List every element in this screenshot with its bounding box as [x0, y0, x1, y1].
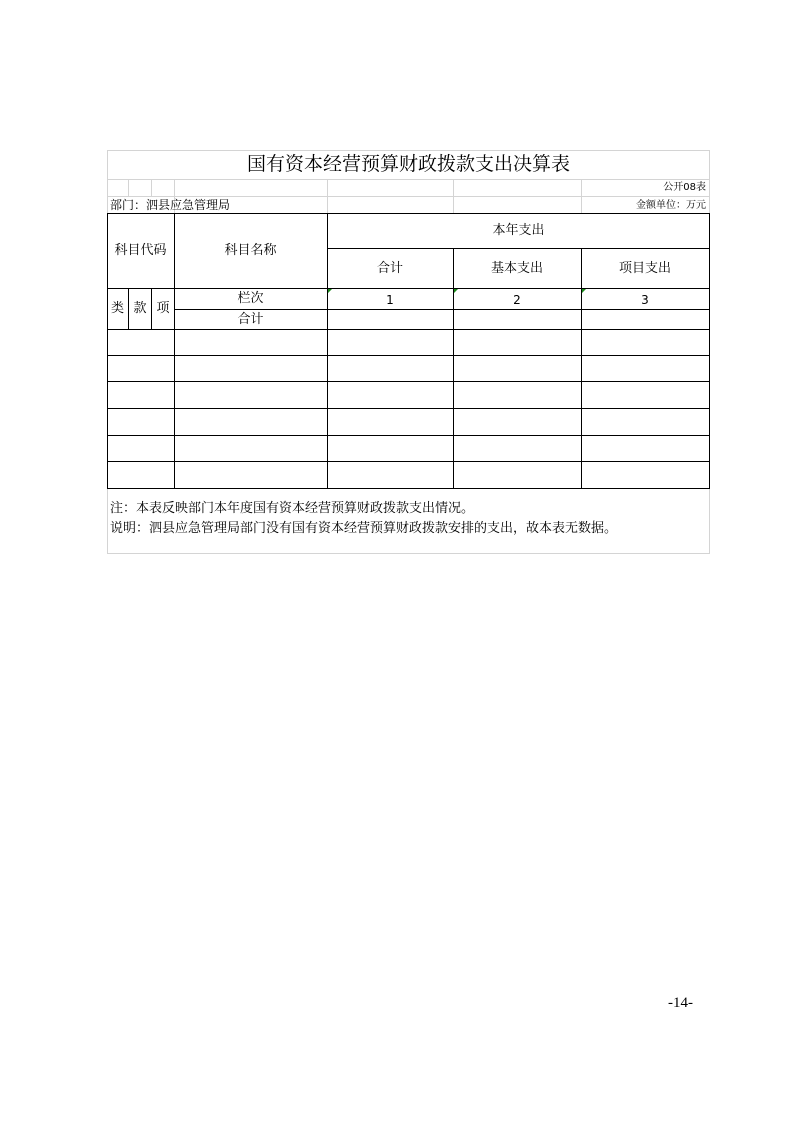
- table-line: [107, 408, 710, 409]
- grid-line: [327, 179, 328, 213]
- grid-line: [453, 179, 454, 213]
- year-expense-header: 本年支出: [492, 223, 545, 238]
- column-index-label: 栏次: [237, 291, 264, 306]
- cell-marker: [328, 289, 332, 293]
- table-line: [107, 355, 710, 356]
- table-line: [107, 435, 710, 436]
- column-index-1: 1: [386, 293, 394, 307]
- table-line: [581, 248, 582, 489]
- table-line: [327, 213, 328, 489]
- cell-marker: [582, 289, 586, 293]
- grid-line: [581, 179, 582, 213]
- sub-item-header: 项: [156, 301, 170, 316]
- table-line: [107, 461, 710, 462]
- table-line: [107, 329, 710, 330]
- table-title: 国有资本经营预算财政拨款支出决算表: [246, 153, 570, 175]
- subject-name-header: 科目名称: [224, 243, 277, 258]
- department-label: 部门：泗县应急管理局: [110, 198, 231, 212]
- column-index-3: 3: [641, 293, 649, 307]
- table-line: [107, 288, 710, 289]
- table-border: [107, 213, 710, 214]
- cell-marker: [454, 289, 458, 293]
- explanation-line: 说明：泗县应急管理局部门没有国有资本经营预算财政拨款安排的支出，故本表无数据。: [110, 521, 618, 536]
- column-index-2: 2: [513, 293, 521, 307]
- table-line: [453, 248, 454, 489]
- page-number: -14-: [668, 995, 693, 1011]
- item-header: 款: [133, 301, 147, 316]
- project-expense-header: 项目支出: [618, 261, 671, 276]
- frame-top: [107, 150, 710, 151]
- table-border: [107, 488, 710, 489]
- note-line: 注：本表反映部门本年度国有资本经营预算财政拨款支出情况。: [110, 501, 475, 516]
- grid-line: [107, 179, 710, 180]
- category-header: 类: [110, 301, 124, 316]
- budget-table-sheet: [107, 150, 710, 554]
- form-number: 公开08表: [663, 182, 706, 193]
- subject-code-header: 科目代码: [114, 243, 167, 258]
- grid-line: [107, 196, 710, 197]
- total-header: 合计: [376, 261, 403, 276]
- basic-expense-header: 基本支出: [490, 261, 543, 276]
- frame-bottom: [107, 553, 710, 554]
- table-border: [709, 213, 710, 489]
- table-line: [174, 309, 710, 310]
- grid-line: [151, 179, 152, 196]
- unit-label: 金额单位：万元: [636, 200, 706, 211]
- total-row-label: 合计: [237, 312, 264, 327]
- table-line: [107, 381, 710, 382]
- table-line: [327, 248, 710, 249]
- grid-line: [128, 179, 129, 196]
